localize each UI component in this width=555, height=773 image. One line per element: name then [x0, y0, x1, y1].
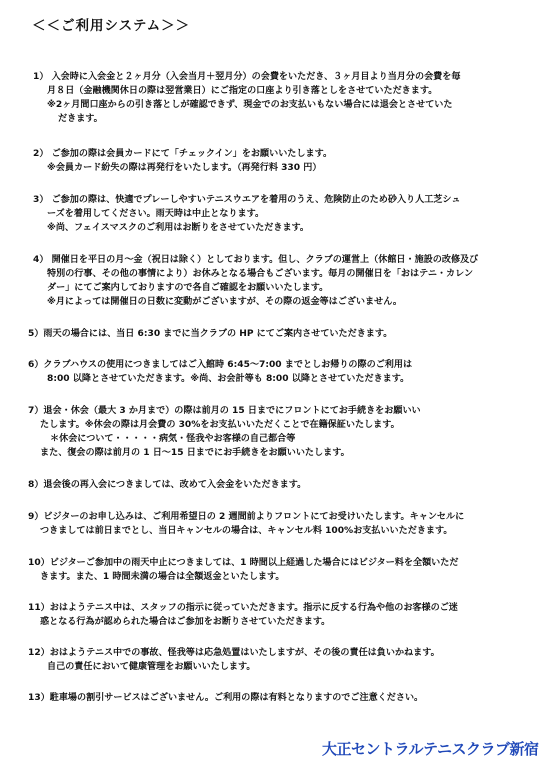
rule-note: だきます。 — [58, 114, 103, 124]
rule-note: ＊休会について・・・・・病気・怪我やお客様の自己都合等 — [50, 434, 296, 444]
rule-text: 5）雨天の場合には、当日 6:30 までに当クラブの HP にてご案内させていただきます。 — [28, 329, 393, 339]
rule-text: ーズを着用してください。雨天時は中止となります。 — [47, 209, 265, 219]
rule-text: 6）クラブハウスの使用につきましてはご入館時 6:45～7:00 までとしお帰りの際のご利用は — [28, 360, 413, 370]
rule-text: 13）駐車場の割引サービスはございません。ご利用の際は有料となりますのでご注意ください。 — [28, 693, 424, 703]
rule-text: 自己の責任において健康管理をお願いいたします。 — [47, 662, 256, 672]
rule-text: 4） 開催日を平日の月～金（祝日は除く）としております。但し、クラブの運営上（休館日・施設の改修及び — [33, 255, 479, 265]
rule-text: たします。※休会の際は月会費の 30%をお支払いいただくことで在籍保証いたします。 — [40, 420, 400, 430]
rule-text: 12）おはようテニス中での事故、怪我等は応急処置はいたしますが、その後の責任は負いかねます。 — [28, 648, 440, 658]
rule-text: 7）退会・休会（最大 3 か月まで）の際は前月の 15 日までにフロントにてお手続きをお願いい — [28, 406, 421, 416]
brand-logo: 大正セントラルテニスクラブ新宿 — [322, 740, 539, 758]
rule-text: 特別の行事、その他の事情により）お休みとなる場合もございます。毎月の開催日を「おはテニ・カレン — [47, 269, 474, 279]
rule-text: 3） ご参加の際は、快適でプレーしやすいテニスウエアを着用のうえ、危険防止のため砂入り人工芝シュ — [33, 195, 461, 205]
rule-text: 8:00 以降とさせていただきます。※尚、お会計等も 8:00 以降とさせていただきます。 — [47, 374, 410, 384]
rule-text: 11）おはようテニス中は、スタッフの指示に従っていただきます。指示に反する行為や他のお客様のご迷 — [28, 603, 458, 613]
rule-note: ※会員カード紛失の際は再発行をいたします。（再発行料 330 円） — [47, 163, 322, 173]
rule-text: 月８日（金融機関休日の際は翌営業日）にご指定の口座より引き落としをさせていただきます。 — [47, 86, 438, 96]
rule-text: きます。また、1 時間未満の場合は全額返金といたします。 — [40, 572, 285, 582]
rule-text: つきましては前日までとし、当日キャンセルの場合は、キャンセル料 100%お支払いいただきます。 — [40, 526, 453, 536]
rule-text: 2） ご参加の際は会員カードにて「チェックイン」をお願いいたします。 — [33, 149, 333, 159]
rule-note: ※2ヶ月間口座からの引き落としが確認できず、現金でのお支払いもない場合には退会とさせていた — [47, 100, 453, 110]
rule-text: 1） 入会時に入会金と２ヶ月分（入会当月＋翌月分）の会費をいただき、３ヶ月目より当月分の会費を毎 — [33, 72, 461, 82]
page-title: ＜＜ご利用システム＞＞ — [32, 18, 191, 34]
rule-text: 惑となる行為が認められた場合はご参加をお断りさせていただきます。 — [40, 617, 331, 627]
rule-text: 9）ビジターのお申し込みは、ご利用希望日の 2 週間前よりフロントにてお受けいたします。キャンセルに — [28, 512, 465, 522]
rule-text: 8）退会後の再入会につきましては、改めて入会金をいただきます。 — [28, 480, 307, 490]
rule-text: また、復会の際は前月の 1 日～15 日までにお手続きをお願いいたします。 — [40, 448, 350, 458]
rule-note: ※尚、フェイスマスクのご利用はお断りをさせていただきます。 — [47, 223, 310, 233]
rule-text: ダー」にてご案内しておりますので各自ご確認をお願いいたします。 — [47, 283, 329, 293]
rule-text: 10）ビジターご参加中の雨天中止につきましては、1 時間以上経過した場合にはビジター料を全額いただ — [28, 558, 459, 568]
rule-note: ※月によっては開催日の日数に変動がございますが、その際の返金等はございません。 — [47, 297, 402, 307]
